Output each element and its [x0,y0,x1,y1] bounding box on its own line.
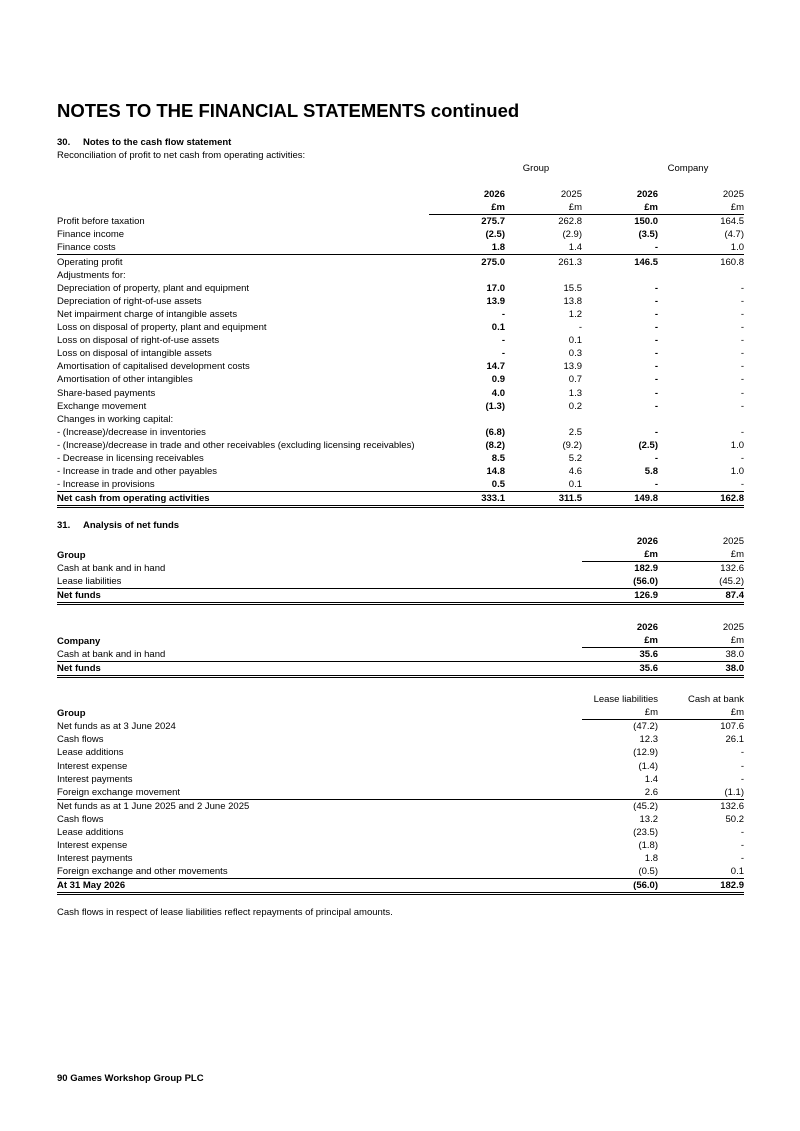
table-row [57,255,744,269]
row-value: - [740,374,744,386]
row-value: (6.8) [485,426,505,438]
group-net-funds-table [57,535,744,605]
row-label: Net funds as at 1 June 2025 and 2 June 2025 [57,799,582,813]
table-row [57,347,744,360]
row-value: 15.5 [563,282,582,294]
row-value: - [654,452,658,464]
table-row [57,465,744,478]
total-value: 311.5 [505,492,582,507]
table-row [57,241,744,255]
row-value: 26.1 [725,734,744,746]
row-value: - [654,361,658,373]
table-row [57,562,744,576]
row-value: - [654,322,658,334]
row-label: Depreciation of right-of-use assets [57,295,202,307]
row-value: - [654,479,658,491]
row-label: Cash flows [57,813,104,825]
row-value: 275.0 [429,255,505,269]
row-label: Amortisation of capitalised development costs [57,361,250,373]
row-value: 182.9 [634,563,658,575]
row-value: 1.0 [730,439,744,451]
total-row [57,589,744,604]
table-row [57,308,744,321]
table-row [57,575,744,589]
row-label: Amortisation of other intangibles [57,374,193,386]
row-value: 1.2 [568,308,582,320]
row-value: (12.9) [633,747,658,759]
row-label: Loss on disposal of right-of-use assets [57,335,220,347]
row-value: - [740,426,744,438]
row-value: - [740,335,744,347]
total-value: 87.4 [658,589,744,604]
table-row [57,400,744,413]
total-label: Net cash from operating activities [57,492,429,507]
total-value: 162.8 [658,492,744,507]
table-row [57,334,744,347]
row-value: 0.7 [568,374,582,386]
row-value: 164.5 [720,216,744,228]
row-value: 14.7 [486,361,505,373]
header-spacer [57,621,582,634]
header-spacer [57,535,582,548]
header-spacer [57,201,429,215]
row-value [658,413,744,426]
header-row-units [57,634,744,648]
page-title: NOTES TO THE FINANCIAL STATEMENTS continued [57,100,520,121]
column-header: 2026 [636,536,658,548]
row-value: - [654,282,658,294]
column-header: 2025 [722,622,744,634]
net-funds-movement-body [57,693,744,894]
row-value: - [740,760,744,772]
row-value: 1.0 [730,242,744,254]
row-label: Finance costs [57,242,116,254]
header-row-years [57,621,744,634]
column-year: 2026 [636,189,658,201]
table-row [57,826,744,839]
row-value: 0.5 [491,479,505,491]
row-value: - [740,452,744,464]
column-unit: £m [582,634,658,648]
row-value [429,413,505,426]
row-value: 13.8 [563,295,582,307]
cash-flow-reconciliation-body [57,188,744,507]
row-label: Exchange movement [57,400,147,412]
table-row [57,478,744,492]
row-value: 5.8 [644,466,658,478]
total-row [57,492,744,507]
column-header: 2026 [636,622,658,634]
table-row [57,839,744,852]
row-label: Profit before taxation [57,216,145,228]
column-header: Cash at bank [688,694,744,706]
table-row [57,746,744,759]
total-value: 35.6 [582,662,658,677]
note-31-number: 31. [57,520,71,531]
row-value [658,269,744,282]
row-value: 0.1 [568,335,582,347]
row-value: (45.2) [582,799,658,813]
table-row [57,648,744,662]
row-label: Lease additions [57,747,124,759]
row-value: (2.5) [485,229,505,241]
row-label: Net funds as at 3 June 2024 [57,721,176,733]
row-value: (9.2) [562,439,582,451]
row-value: (45.2) [719,576,744,588]
row-label: Foreign exchange and other movements [57,866,228,878]
table-row [57,786,744,800]
row-value: 132.6 [658,799,744,813]
row-value: (47.2) [633,721,658,733]
row-label: Interest payments [57,853,133,865]
row-label: Interest expense [57,840,128,852]
total-value: (56.0) [582,879,658,894]
row-value: (4.7) [724,229,744,241]
row-value: - [740,773,744,785]
table-row [57,439,744,452]
row-label: Changes in working capital: [57,413,174,425]
row-value: 17.0 [486,282,505,294]
row-label: Cash at bank and in hand [57,649,166,661]
row-value [505,413,582,426]
table-row [57,733,744,746]
table-row [57,799,744,813]
table-row [57,720,744,734]
table-row [57,813,744,826]
total-label: Net funds [57,589,582,604]
row-value: - [501,335,505,347]
row-value: (2.9) [562,229,582,241]
row-value: 13.2 [639,813,658,825]
total-value: 182.9 [658,879,744,894]
cash-flow-reconciliation-table [57,188,744,508]
column-unit: £m [658,706,744,720]
header-row-years [57,535,744,548]
row-label: - (Increase)/decrease in inventories [57,426,206,438]
row-value: - [740,827,744,839]
table-heading: Group [57,707,86,719]
note-30-title [57,137,231,148]
row-label: - Decrease in licensing receivables [57,452,204,464]
row-value: 1.3 [568,387,582,399]
row-value: 132.6 [720,563,744,575]
row-value: - [654,242,658,254]
row-value: 13.9 [486,295,505,307]
row-label: Lease liabilities [57,576,122,588]
note-31-title [57,520,179,531]
total-value: 38.0 [658,662,744,677]
row-value [429,269,505,282]
total-value: 333.1 [429,492,505,507]
table-row [57,759,744,772]
company-net-funds-body [57,621,744,677]
row-label: Finance income [57,229,125,241]
table-row [57,215,744,229]
table-heading: Group [57,549,86,561]
row-value: - [578,322,582,334]
row-value: 14.8 [486,466,505,478]
table-row [57,852,744,865]
row-value [582,269,658,282]
row-label: Cash at bank and in hand [57,563,166,575]
row-value: 8.5 [491,452,505,464]
net-funds-movement-table [57,693,744,895]
row-value: - [654,348,658,360]
header-row-years [57,188,744,201]
row-label: Interest payments [57,773,133,785]
row-label: Depreciation of property, plant and equipment [57,282,250,294]
row-value: 107.6 [720,721,744,733]
table-row [57,426,744,439]
table-row [57,321,744,334]
row-value: 262.8 [558,216,582,228]
row-value: - [740,400,744,412]
row-value: 1.8 [491,242,505,254]
row-value: - [654,374,658,386]
row-value: 0.9 [491,374,505,386]
row-label: Share-based payments [57,387,156,399]
table-row [57,413,744,426]
row-value: (1.4) [638,760,658,772]
company-column-header: Company [667,163,709,174]
row-value: - [740,282,744,294]
header-row-years [57,693,744,706]
column-unit: £m [582,706,658,720]
row-value: 4.0 [491,387,505,399]
row-value: 0.2 [568,400,582,412]
table-row [57,386,744,399]
row-value: - [740,747,744,759]
row-label: Lease additions [57,827,124,839]
row-value: 5.2 [568,452,582,464]
row-value: - [501,308,505,320]
row-label: Cash flows [57,734,104,746]
row-value: - [740,348,744,360]
row-value: (1.8) [638,840,658,852]
note-31-title-text: Analysis of net funds [83,520,180,531]
row-value: 146.5 [582,255,658,269]
note-30-intro: Reconciliation of profit to net cash from operating activities: [57,150,306,161]
row-value: - [740,308,744,320]
row-value: (8.2) [485,439,505,451]
row-label: Loss on disposal of intangible assets [57,348,212,360]
row-label: Interest expense [57,760,128,772]
row-value: - [740,387,744,399]
table-row [57,360,744,373]
row-value: (0.5) [638,866,658,878]
row-value: - [740,479,744,491]
row-value: (1.3) [485,400,505,412]
row-value: - [654,400,658,412]
row-label: Adjustments for: [57,269,126,281]
row-value: (2.5) [638,439,658,451]
total-value: 126.9 [582,589,658,604]
total-row [57,662,744,677]
row-value: 1.4 [568,242,582,254]
table-row [57,865,744,879]
row-value: - [740,853,744,865]
company-net-funds-table [57,621,744,678]
row-value: - [501,348,505,360]
column-unit: £m [582,201,658,215]
column-unit: £m [658,634,744,648]
row-value: 0.1 [491,322,505,334]
table-row [57,773,744,786]
row-value: 150.0 [634,216,658,228]
note-30-number: 30. [57,137,71,148]
row-value: 261.3 [505,255,582,269]
group-column-header: Group [522,163,550,174]
row-value: 160.8 [658,255,744,269]
row-label: - Increase in trade and other payables [57,466,218,478]
row-value: - [740,361,744,373]
total-label: At 31 May 2026 [57,879,582,894]
note-30-title-text: Notes to the cash flow statement [83,137,232,148]
row-value: 0.1 [730,866,744,878]
row-value: - [654,295,658,307]
row-value: (1.1) [724,786,744,798]
row-value: 2.5 [568,426,582,438]
row-label: - (Increase)/decrease in trade and other receivables (excluding licensing receivables) [57,439,415,451]
table-row [57,228,744,241]
column-year: 2025 [560,189,582,201]
row-value: 1.0 [730,466,744,478]
table-row [57,282,744,295]
row-value: - [654,308,658,320]
row-value: 4.6 [568,466,582,478]
row-value [505,269,582,282]
row-value: - [654,387,658,399]
row-value: 1.4 [644,773,658,785]
row-value: - [654,335,658,347]
lease-note: Cash flows in respect of lease liabilities reflect repayments of principal amounts. [57,907,393,918]
table-heading: Company [57,635,101,647]
column-unit: £m [429,201,505,215]
header-row-units [57,201,744,215]
table-row [57,269,744,282]
row-value: 35.6 [639,649,658,661]
group-net-funds-body [57,535,744,604]
total-value: 149.8 [582,492,658,507]
row-label: Foreign exchange movement [57,786,181,798]
row-value: (23.5) [633,827,658,839]
total-row [57,879,744,894]
row-value: 0.1 [568,479,582,491]
row-value: - [654,426,658,438]
column-unit: £m [582,548,658,562]
row-value: 12.3 [639,734,658,746]
row-value: (3.5) [638,229,658,241]
header-spacer [57,693,582,706]
row-value: 2.6 [644,786,658,798]
row-value [582,413,658,426]
column-unit: £m [658,201,744,215]
row-label: Net impairment charge of intangible assets [57,308,238,320]
row-value: (56.0) [633,576,658,588]
column-year: 2025 [722,189,744,201]
header-spacer [57,188,429,201]
row-value: - [740,322,744,334]
column-header: 2025 [722,536,744,548]
row-value: - [740,840,744,852]
row-value: 13.9 [563,361,582,373]
row-value: 50.2 [725,813,744,825]
table-row [57,295,744,308]
row-value: 275.7 [481,216,505,228]
column-header: Lease liabilities [593,694,658,706]
row-value: 38.0 [725,649,744,661]
page-footer: 90 Games Workshop Group PLC [57,1073,204,1084]
row-label: Loss on disposal of property, plant and equipment [57,322,267,334]
total-label: Net funds [57,662,582,677]
table-row [57,373,744,386]
row-value: - [740,295,744,307]
column-year: 2026 [483,189,505,201]
header-row-units [57,706,744,720]
row-value: 1.8 [644,853,658,865]
header-row-units [57,548,744,562]
row-label: - Increase in provisions [57,479,155,491]
row-label: Operating profit [57,255,429,269]
column-unit: £m [505,201,582,215]
table-row [57,452,744,465]
column-unit: £m [658,548,744,562]
row-value: 0.3 [568,348,582,360]
